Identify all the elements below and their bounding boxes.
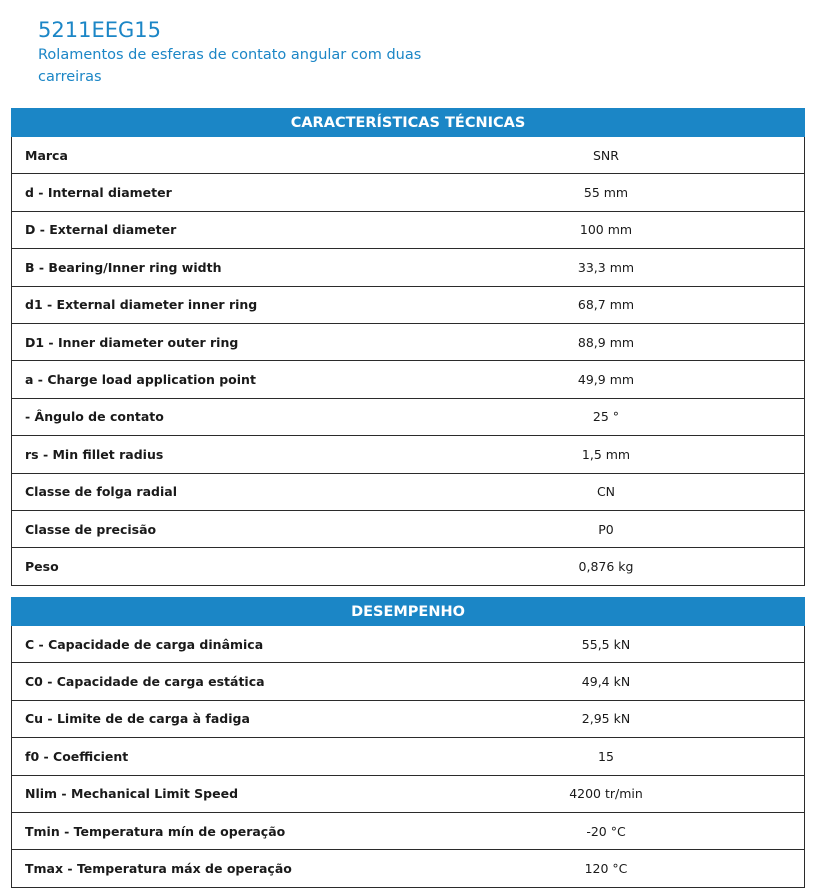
spec-label: D1 - Inner diameter outer ring — [12, 323, 409, 360]
spec-label: d - Internal diameter — [12, 174, 409, 211]
spec-value: 49,4 kN — [408, 663, 805, 700]
spec-label: Nlim - Mechanical Limit Speed — [12, 775, 409, 812]
table-row — [12, 249, 805, 286]
spec-label: Tmax - Temperatura máx de operação — [12, 850, 409, 887]
spec-value: 4200 tr/min — [408, 775, 805, 812]
table-row — [12, 211, 805, 248]
table-row — [12, 626, 805, 663]
spec-value: 88,9 mm — [408, 323, 805, 360]
table-row — [12, 850, 805, 887]
spec-value: SNR — [408, 137, 805, 174]
spec-label: Classe de precisão — [12, 510, 409, 547]
table-row — [12, 473, 805, 510]
spec-value: 55 mm — [408, 174, 805, 211]
table-row — [12, 286, 805, 323]
spec-label: a - Charge load application point — [12, 361, 409, 398]
product-description: Rolamentos de esferas de contato angular com duas carreiras — [38, 47, 422, 85]
table-row — [12, 738, 805, 775]
table-row — [12, 398, 805, 435]
table-row — [12, 137, 805, 174]
spec-value: P0 — [408, 510, 805, 547]
table-row — [12, 510, 805, 547]
spec-label: f0 - Coefficient — [12, 738, 409, 775]
spec-label: C0 - Capacidade de carga estática — [12, 663, 409, 700]
performance-table — [11, 597, 805, 888]
spec-label: rs - Min fillet radius — [12, 436, 409, 473]
table-row — [12, 361, 805, 398]
spec-value: 1,5 mm — [408, 436, 805, 473]
spec-value: -20 °C — [408, 812, 805, 849]
table-row — [12, 174, 805, 211]
spec-value: 100 mm — [408, 211, 805, 248]
table-row — [12, 436, 805, 473]
spec-value: 2,95 kN — [408, 700, 805, 737]
spec-value: 68,7 mm — [408, 286, 805, 323]
spec-value: 15 — [408, 738, 805, 775]
spec-value: 55,5 kN — [408, 626, 805, 663]
technical-characteristics-table — [11, 108, 805, 586]
spec-label: Tmin - Temperatura mín de operação — [12, 812, 409, 849]
spec-label: - Ângulo de contato — [12, 398, 409, 435]
table-row — [12, 812, 805, 849]
spec-label: B - Bearing/Inner ring width — [12, 249, 409, 286]
table-header-row — [12, 598, 805, 626]
product-header — [38, 16, 458, 88]
spec-value: 0,876 kg — [408, 548, 805, 585]
spec-value: 33,3 mm — [408, 249, 805, 286]
spec-value: 120 °C — [408, 850, 805, 887]
spec-label: D - External diameter — [12, 211, 409, 248]
spec-label: Classe de folga radial — [12, 473, 409, 510]
spec-value: 25 ° — [408, 398, 805, 435]
spec-label: Peso — [12, 548, 409, 585]
performance-title: DESEMPENHO — [12, 598, 805, 626]
spec-label: Marca — [12, 137, 409, 174]
table-row — [12, 775, 805, 812]
table-header-row — [12, 109, 805, 137]
spec-label: C - Capacidade de carga dinâmica — [12, 626, 409, 663]
product-code: 5211EEG15 — [38, 18, 161, 42]
table-row — [12, 548, 805, 585]
table-row — [12, 663, 805, 700]
technical-characteristics-title: CARACTERÍSTICAS TÉCNICAS — [12, 109, 805, 137]
spec-label: Cu - Limite de de carga à fadiga — [12, 700, 409, 737]
spec-label: d1 - External diameter inner ring — [12, 286, 409, 323]
table-row — [12, 700, 805, 737]
spec-value: 49,9 mm — [408, 361, 805, 398]
table-row — [12, 323, 805, 360]
spec-value: CN — [408, 473, 805, 510]
